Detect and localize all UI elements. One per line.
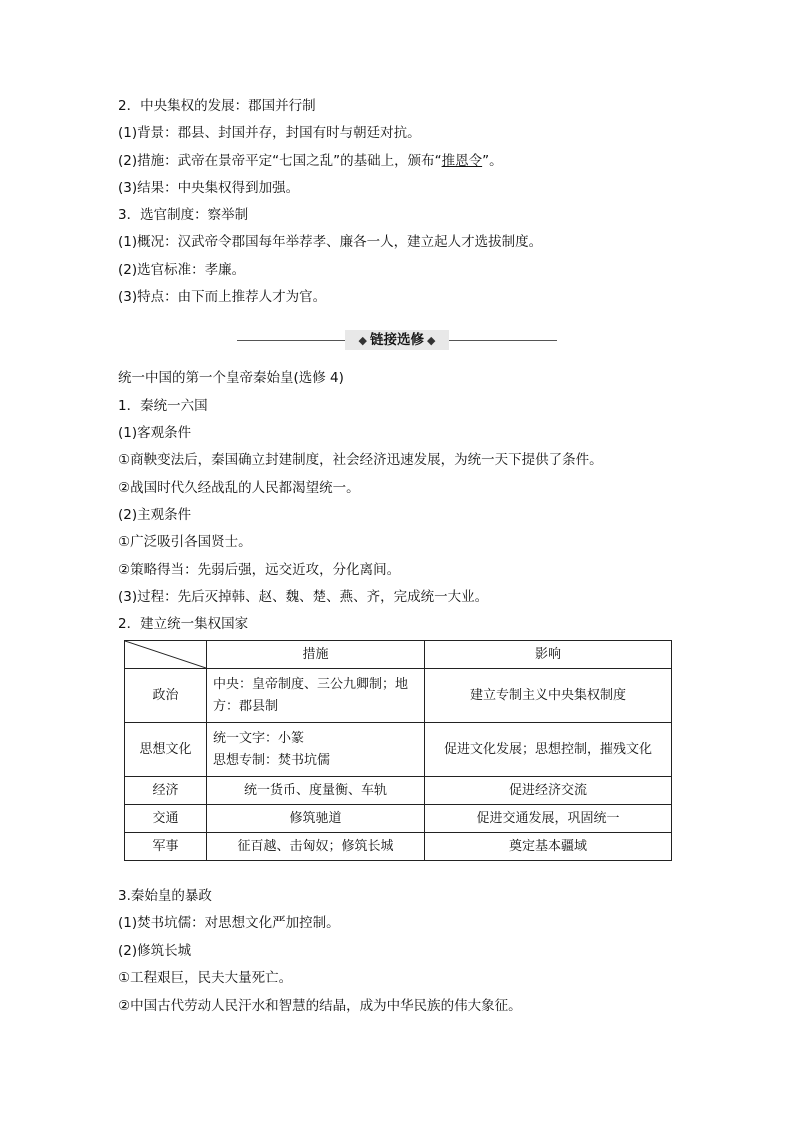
heading-tyranny: 3.秦始皇的暴政: [118, 888, 212, 904]
text-feature: (3)特点：由下而上推荐人才为官。: [118, 289, 327, 305]
text-objective-1: ①商鞅变法后，秦国确立封建制度，社会经济迅速发展，为统一天下提供了条件。: [118, 452, 603, 468]
table-row: [125, 723, 672, 777]
row-category: 军事: [125, 833, 207, 861]
row-category: 思想文化: [125, 723, 207, 777]
row-measure: 中央：皇帝制度、三公九卿制；地 方：郡县制: [207, 669, 425, 723]
banner-label: 链接选修: [370, 332, 424, 348]
diagonal-header-cell: [125, 641, 207, 669]
diamond-icon: ◆: [358, 334, 367, 347]
text-overview: (1)概况：汉武帝令郡国每年举荐孝、廉各一人，建立起人才选拔制度。: [118, 234, 543, 250]
row-category: 交通: [125, 805, 207, 833]
text-great-wall-1: ①工程艰巨，民夫大量死亡。: [118, 970, 293, 986]
text-result: (3)结果：中央集权得到加强。: [118, 180, 300, 196]
row-measure: 统一货币、度量衡、车轨: [207, 777, 425, 805]
text-background: (1)背景：郡县、封国并存，封国有时与朝廷对抗。: [118, 125, 421, 141]
heading-official-selection: 3．选官制度：察举制: [118, 207, 249, 223]
text-process: (3)过程：先后灭掉韩、赵、魏、楚、燕、齐，完成统一大业。: [118, 589, 489, 605]
text-subjective: (2)主观条件: [118, 507, 192, 523]
text-subjective-1: ①广泛吸引各国贤士。: [118, 534, 252, 550]
text-elective-title: 统一中国的第一个皇帝秦始皇(选修 4): [118, 370, 344, 386]
row-category: 经济: [125, 777, 207, 805]
text-subjective-2: ②策略得当：先弱后强，远交近攻，分化离间。: [118, 562, 401, 578]
table-header-row: [125, 641, 672, 669]
text-measures: (2)措施：武帝在景帝平定“七国之乱”的基础上，颁布“推恩令”。: [118, 153, 503, 169]
measures-table: [124, 640, 672, 861]
table-row: [125, 833, 672, 861]
table-row: [125, 669, 672, 723]
row-category: 政治: [125, 669, 207, 723]
row-measure: 统一文字：小篆 思想专制：焚书坑儒: [207, 723, 425, 777]
row-measure: 征百越、击匈奴；修筑长城: [207, 833, 425, 861]
row-effect: 促进交通发展，巩固统一: [425, 805, 672, 833]
row-effect: 促进经济交流: [425, 777, 672, 805]
banner-box: [345, 330, 449, 350]
heading-unified-state: 2．建立统一集权国家: [118, 616, 249, 632]
row-effect: 奠定基本疆域: [425, 833, 672, 861]
text-objective-2: ②战国时代久经战乱的人民都渴望统一。: [118, 480, 360, 496]
section-banner: [237, 330, 557, 352]
table-row: [125, 805, 672, 833]
banner-rule-right: [449, 340, 557, 341]
heading-central-power: 2．中央集权的发展：郡国并行制: [118, 98, 316, 114]
text-book-burning: (1)焚书坑儒：对思想文化严加控制。: [118, 915, 340, 931]
header-measures: 措施: [207, 641, 425, 669]
text-standard: (2)选官标准：孝廉。: [118, 262, 246, 278]
underlined-term: 推恩令: [441, 153, 483, 169]
row-measure: 修筑驰道: [207, 805, 425, 833]
heading-qin-unification: 1．秦统一六国: [118, 398, 208, 414]
text-great-wall-2: ②中国古代劳动人民汗水和智慧的结晶，成为中华民族的伟大象征。: [118, 998, 522, 1014]
banner-rule-left: [237, 340, 345, 341]
row-effect: 建立专制主义中央集权制度: [425, 669, 672, 723]
header-effects: 影响: [425, 641, 672, 669]
text-great-wall: (2)修筑长城: [118, 943, 192, 959]
row-effect: 促进文化发展；思想控制，摧残文化: [425, 723, 672, 777]
table-row: [125, 777, 672, 805]
diamond-icon: ◆: [427, 334, 436, 347]
text-objective: (1)客观条件: [118, 425, 192, 441]
